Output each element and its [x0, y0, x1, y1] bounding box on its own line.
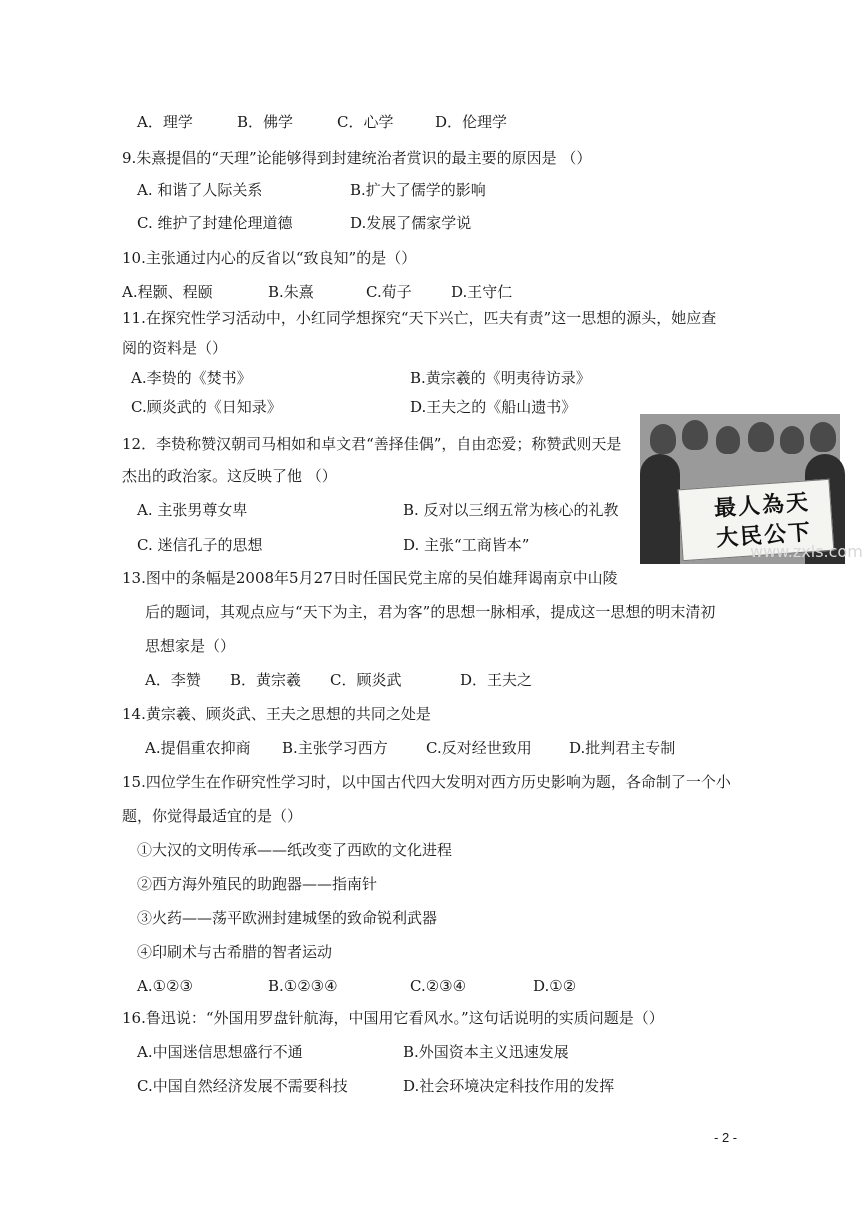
q8-option-a: A．理学 — [137, 113, 193, 131]
person-silhouette — [810, 422, 836, 452]
q12-option-c: C. 迷信孔子的思想 — [137, 536, 263, 554]
q13-option-d: D．王夫之 — [460, 671, 533, 689]
q15-option-c: C.②③④ — [410, 977, 467, 995]
q14-option-c: C.反对经世致用 — [426, 739, 532, 757]
q10-option-b: B.朱熹 — [268, 283, 314, 301]
q8-option-c: C．心学 — [337, 113, 394, 131]
q11-stem-line-2: 阅的资料是（） — [122, 339, 228, 357]
banner-photo — [640, 414, 863, 564]
q14-stem: 14.黄宗羲、顾炎武、王夫之思想的共同之处是 — [122, 705, 431, 723]
q12-stem-line-2: 杰出的政治家。这反映了他 （） — [122, 467, 337, 485]
q16-option-c: C.中国自然经济发展不需要科技 — [137, 1077, 348, 1095]
q10-option-d: D.王守仁 — [451, 283, 513, 301]
q16-stem: 16.鲁迅说：“外国用罗盘针航海，中国用它看风水。”这句话说明的实质问题是（） — [122, 1009, 664, 1027]
q12-option-a: A. 主张男尊女卑 — [137, 501, 248, 519]
q14-option-a: A.提倡重农抑商 — [145, 739, 251, 757]
q15-stem-line-2: 题，你觉得最适宜的是（） — [122, 807, 303, 825]
q13-option-b: B．黄宗羲 — [230, 671, 302, 689]
q11-option-a: A.李贽的《焚书》 — [131, 369, 252, 387]
q9-option-d: D.发展了儒家学说 — [350, 214, 472, 232]
q11-option-d: D.王夫之的《船山遗书》 — [410, 398, 577, 416]
q9-option-c: C. 维护了封建伦理道德 — [137, 214, 293, 232]
q8-option-d: D．伦理学 — [435, 113, 508, 131]
q15-item-3: ③火药——荡平欧洲封建城堡的致命锐利武器 — [137, 909, 438, 927]
q15-option-b: B.①②③④ — [268, 977, 338, 995]
q15-option-d: D.①② — [533, 977, 577, 995]
person-silhouette — [650, 424, 676, 454]
q13-stem-line-1: 13.图中的条幅是2008年5月27日时任国民党主席的吴伯雄拜谒南京中山陵 — [122, 569, 618, 587]
q12-option-d: D. 主张“工商皆本” — [403, 536, 530, 554]
q12-option-b: B. 反对以三纲五常为核心的礼教 — [403, 501, 619, 519]
banner-line-2: 大民公下 — [715, 519, 813, 552]
q9-option-b: B.扩大了儒学的影响 — [350, 181, 486, 199]
q9-option-a: A. 和谐了人际关系 — [137, 181, 263, 199]
q16-option-d: D.社会环境决定科技作用的发挥 — [403, 1077, 615, 1095]
banner-line-1: 最人為天 — [713, 489, 811, 522]
q9-stem: 9.朱熹提倡的“天理”论能够得到封建统治者赏识的最主要的原因是 （） — [122, 149, 592, 167]
q11-option-b: B.黄宗羲的《明夷待访录》 — [410, 369, 591, 387]
q15-item-4: ④印刷术与古希腊的智者运动 — [137, 943, 333, 961]
q16-option-b: B.外国资本主义迅速发展 — [403, 1043, 569, 1061]
q13-option-a: A．李赞 — [145, 671, 201, 689]
q10-option-a: A.程颢、程颐 — [122, 283, 213, 301]
person-silhouette — [682, 420, 708, 450]
q15-stem-line-1: 15.四位学生在作研究性学习时，以中国古代四大发明对西方历史影响为题，各命制了一个小 — [122, 773, 731, 791]
q14-option-d: D.批判君主专制 — [569, 739, 676, 757]
q13-stem-line-3: 思想家是（） — [145, 637, 236, 655]
q13-option-c: C．顾炎武 — [330, 671, 402, 689]
q10-option-c: C.荀子 — [366, 283, 412, 301]
q14-option-b: B.主张学习西方 — [282, 739, 388, 757]
watermark: www.zxls.com — [750, 542, 863, 561]
q15-option-a: A.①②③ — [137, 977, 193, 995]
q15-item-2: ②西方海外殖民的助跑器——指南针 — [137, 875, 378, 893]
person-silhouette — [780, 426, 804, 454]
q11-stem-line-1: 11.在探究性学习活动中，小红同学想探究“天下兴亡，匹夫有责”这一思想的源头，她应查 — [122, 309, 717, 327]
q11-option-c: C.顾炎武的《日知录》 — [131, 398, 282, 416]
q10-stem: 10.主张通过内心的反省以“致良知”的是（） — [122, 249, 417, 267]
q12-stem-line-1: 12．李贽称赞汉朝司马相如和卓文君“善择佳偶”，自由恋爱；称赞武则天是 — [122, 435, 622, 453]
q13-stem-line-2: 后的题词，其观点应与“天下为主，君为客”的思想一脉相承，提成这一思想的明末清初 — [145, 603, 716, 621]
person-silhouette — [748, 422, 774, 452]
q15-item-1: ①大汉的文明传承——纸改变了西欧的文化进程 — [137, 841, 453, 859]
person-body — [640, 454, 680, 564]
person-silhouette — [716, 426, 740, 454]
q8-option-b: B．佛学 — [237, 113, 294, 131]
page-number: - 2 - — [714, 1130, 738, 1145]
q16-option-a: A.中国迷信思想盛行不通 — [137, 1043, 303, 1061]
